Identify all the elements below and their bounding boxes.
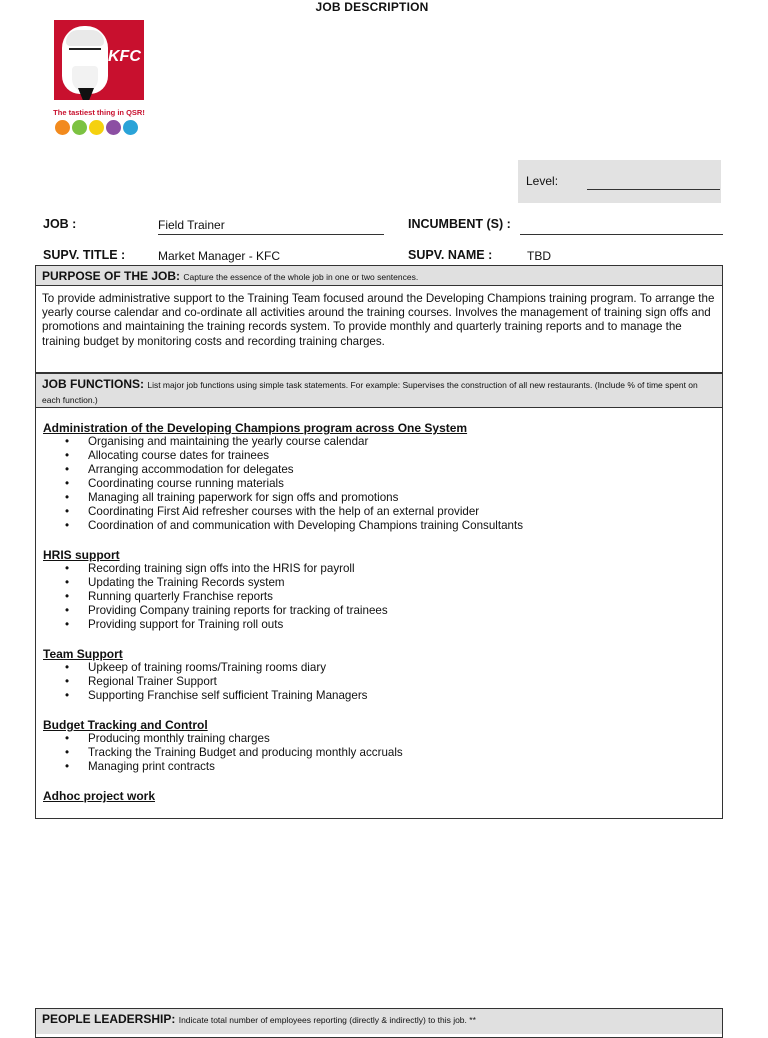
job-label: JOB : bbox=[43, 217, 77, 231]
function-group bbox=[43, 548, 722, 632]
logo-dot-icon bbox=[89, 120, 104, 135]
function-item: • Organising and maintaining the yearly course calendar bbox=[43, 435, 722, 449]
logo-dot-icon bbox=[106, 120, 121, 135]
function-item: • Upkeep of training rooms/Training rooms diary bbox=[43, 661, 722, 675]
supv-title-value[interactable]: Market Manager - KFC bbox=[158, 249, 281, 263]
job-functions-header bbox=[36, 374, 722, 408]
function-item: • Updating the Training Records system bbox=[43, 576, 722, 590]
people-leadership-section bbox=[35, 1008, 723, 1038]
function-group bbox=[43, 789, 722, 803]
function-list bbox=[43, 732, 722, 774]
function-item: • Coordination of and communication with Developing Champions training Consultants bbox=[43, 519, 722, 533]
function-item: • Allocating course dates for trainees bbox=[43, 449, 722, 463]
function-item: • Regional Trainer Support bbox=[43, 675, 722, 689]
purpose-header bbox=[36, 266, 722, 286]
function-item: • Producing monthly training charges bbox=[43, 732, 722, 746]
function-list bbox=[43, 661, 722, 703]
logo-dot-icon bbox=[55, 120, 70, 135]
purpose-section bbox=[35, 265, 723, 373]
job-value[interactable]: Field Trainer bbox=[158, 218, 384, 235]
purpose-instruction: Capture the essence of the whole job in one or two sentences. bbox=[183, 272, 419, 282]
kfc-logo bbox=[53, 20, 145, 142]
people-leadership-heading: PEOPLE LEADERSHIP: bbox=[42, 1012, 176, 1026]
job-functions-instruction: List major job functions using simple task statements. For example: Supervises the construction of all new restaurants. (Include % of time spent on each function.) bbox=[42, 380, 698, 405]
function-item: • Tracking the Training Budget and producing monthly accruals bbox=[43, 746, 722, 760]
function-group-title: HRIS support bbox=[43, 548, 120, 562]
function-item: • Coordinating First Aid refresher courses with the help of an external provider bbox=[43, 505, 722, 519]
function-item: • Supporting Franchise self sufficient Training Managers bbox=[43, 689, 722, 703]
function-group bbox=[43, 647, 722, 703]
function-group bbox=[43, 718, 722, 774]
purpose-heading: PURPOSE OF THE JOB: bbox=[42, 269, 181, 283]
purpose-text: To provide administrative support to the Training Team focused around the Developing Champions training program. To arrange the yearly course calendar and co-ordinate all activities around the training courses. Involves the management of training sign offs and promotions and maintaining the training records system. To provide monthly and quarterly training reports and to manage the training budget by monitoring costs and recording training charges. bbox=[42, 292, 715, 348]
function-item: • Arranging accommodation for delegates bbox=[43, 463, 722, 477]
level-box bbox=[518, 160, 721, 203]
function-group bbox=[43, 421, 722, 533]
level-field[interactable] bbox=[587, 189, 720, 190]
logo-dot-icon bbox=[72, 120, 87, 135]
function-group-title: Administration of the Developing Champions program across One System bbox=[43, 421, 468, 435]
people-leadership-header bbox=[36, 1009, 722, 1034]
logo-brand: KFC bbox=[108, 48, 141, 65]
function-item: • Managing all training paperwork for sign offs and promotions bbox=[43, 491, 722, 505]
function-item: • Managing print contracts bbox=[43, 760, 722, 774]
supv-name-value[interactable]: TBD bbox=[527, 249, 551, 263]
function-list bbox=[43, 562, 722, 632]
job-functions-list bbox=[36, 408, 722, 803]
colonel-logo-icon bbox=[54, 20, 144, 100]
job-functions-section bbox=[35, 373, 723, 819]
function-group-title: Adhoc project work bbox=[43, 789, 156, 803]
logo-dot-icon bbox=[123, 120, 138, 135]
job-functions-heading: JOB FUNCTIONS: bbox=[42, 377, 144, 391]
incumbent-label: INCUMBENT (S) : bbox=[408, 217, 511, 231]
function-item: • Providing Company training reports for tracking of trainees bbox=[43, 604, 722, 618]
people-leadership-instruction: Indicate total number of employees reporting (directly & indirectly) to this job. ** bbox=[178, 1015, 476, 1025]
supv-name-label: SUPV. NAME : bbox=[408, 248, 493, 262]
level-label: Level: bbox=[526, 174, 559, 188]
function-group-title: Team Support bbox=[43, 647, 123, 661]
function-item: • Coordinating course running materials bbox=[43, 477, 722, 491]
function-item: • Recording training sign offs into the HRIS for payroll bbox=[43, 562, 722, 576]
logo-tagline: The tastiest thing in QSR! bbox=[53, 108, 145, 117]
function-group-title: Budget Tracking and Control bbox=[43, 718, 208, 732]
logo-dots bbox=[55, 120, 138, 135]
function-item: • Providing support for Training roll outs bbox=[43, 618, 722, 632]
document-title: JOB DESCRIPTION bbox=[315, 0, 429, 14]
function-item: • Running quarterly Franchise reports bbox=[43, 590, 722, 604]
function-list bbox=[43, 435, 722, 533]
supv-title-label: SUPV. TITLE : bbox=[43, 248, 126, 262]
incumbent-field[interactable] bbox=[520, 218, 723, 235]
